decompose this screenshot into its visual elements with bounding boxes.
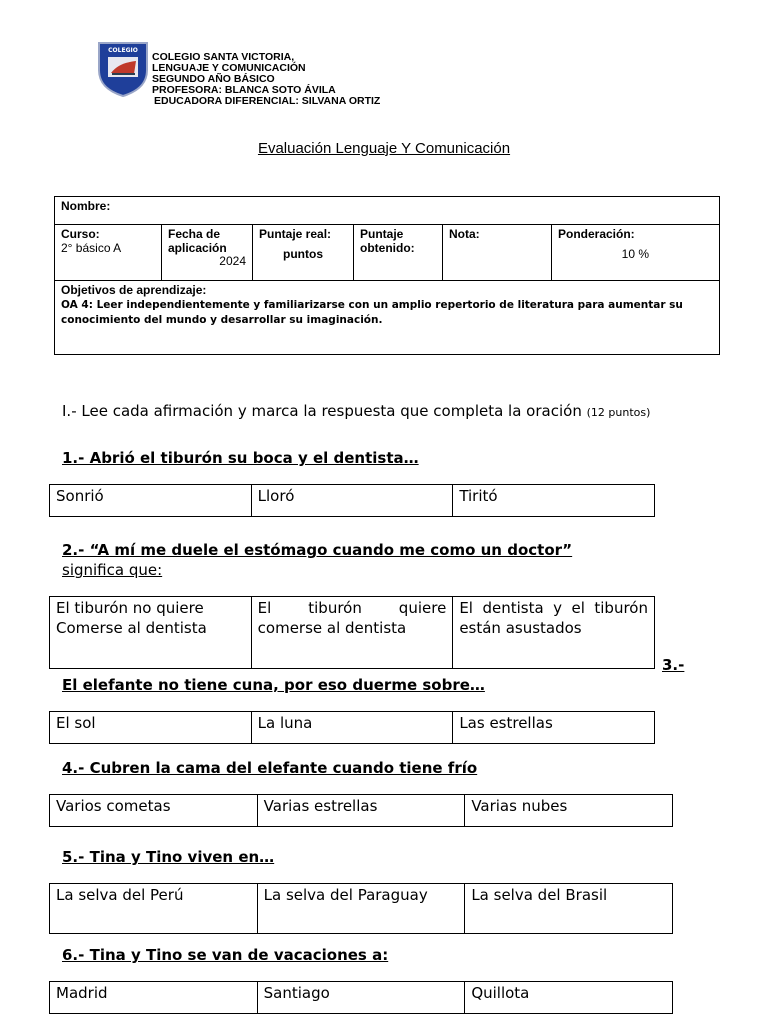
option-3a[interactable]: El sol: [50, 712, 252, 744]
question-2: [62, 540, 712, 580]
question-1-options: [49, 484, 655, 517]
question-4-options: [49, 794, 673, 827]
question-2-subprompt: significa que:: [62, 561, 163, 579]
puntaje-real-value: puntos: [283, 247, 323, 261]
curso-cell: [55, 225, 162, 281]
instruction: [62, 402, 714, 422]
option-5a[interactable]: La selva del Perú: [50, 884, 258, 934]
ponderacion-cell: [552, 225, 720, 281]
question-2-prompt: [62, 540, 712, 560]
puntaje-obtenido-cell[interactable]: [354, 225, 443, 281]
header-line-educator: EDUCADORA DIFERENCIAL: SILVANA ORTIZ: [154, 95, 381, 107]
header-line-grade: SEGUNDO AÑO BÁSICO: [152, 73, 275, 85]
curso-value: 2° básico A: [61, 241, 122, 255]
option-6c[interactable]: Quillota: [465, 982, 673, 1014]
nota-label: Nota:: [449, 227, 480, 241]
question-4: [62, 759, 477, 777]
nombre-cell[interactable]: [55, 197, 720, 225]
question-3: [62, 676, 485, 694]
instruction-points: (12 puntos): [586, 406, 651, 419]
fecha-label: Fecha de aplicación: [168, 227, 227, 255]
puntaje-real-cell: [253, 225, 354, 281]
option-2a[interactable]: El tiburón no quiere Comerse al dentista: [50, 597, 252, 669]
objetivos-text: OA 4: Leer independientemente y familiarizarse con un amplio repertorio de literatura para aumentar su conocimiento del mundo y desarrollar su imaginación.: [61, 299, 683, 326]
ponderacion-value: 10 %: [621, 247, 649, 261]
header-line-teacher: PROFESORA: BLANCA SOTO ÁVILA: [152, 84, 336, 96]
option-6b[interactable]: Santiago: [257, 982, 465, 1014]
question-4-prompt: 4.- Cubren la cama del elefante cuando tiene frío: [62, 759, 478, 777]
curso-label: Curso:: [61, 227, 100, 241]
option-2b[interactable]: El tiburón quiere comerse al dentista: [251, 597, 453, 669]
option-1a[interactable]: Sonrió: [50, 485, 252, 517]
option-4a[interactable]: Varios cometas: [50, 795, 258, 827]
option-5b[interactable]: La selva del Paraguay: [257, 884, 465, 934]
option-3b[interactable]: La luna: [251, 712, 453, 744]
question-2-options: [49, 596, 655, 669]
instruction-text: I.- Lee cada afirmación y marca la respuesta que completa la oración: [62, 402, 582, 420]
fecha-value: 2024: [219, 254, 246, 268]
puntaje-real-label: Puntaje real:: [259, 227, 332, 241]
question-5: [62, 848, 274, 866]
nombre-label: Nombre:: [61, 199, 111, 213]
option-2c[interactable]: El dentista y el tiburón están asustados: [453, 597, 655, 669]
option-3c[interactable]: Las estrellas: [453, 712, 655, 744]
header-line-subject: LENGUAJE Y COMUNICACIÓN: [152, 62, 306, 74]
option-6a[interactable]: Madrid: [50, 982, 258, 1014]
question-2-prompt-text: 2.- “A mí me duele el estómago cuando me como un doctor”: [62, 541, 573, 559]
question-1: [62, 449, 419, 467]
objetivos-cell: [55, 281, 720, 355]
nota-cell[interactable]: [443, 225, 552, 281]
school-header: [152, 52, 380, 107]
header-line-school: COLEGIO SANTA VICTORIA,: [152, 51, 295, 63]
school-crest-logo: [96, 40, 150, 98]
option-1c[interactable]: Tiritó: [453, 485, 655, 517]
option-1b[interactable]: Lloró: [251, 485, 453, 517]
objetivos-label: Objetivos de aprendizaje:: [61, 283, 207, 297]
fecha-cell: [162, 225, 253, 281]
question-6: [62, 946, 388, 964]
question-5-prompt: 5.- Tina y Tino viven en…: [62, 848, 275, 866]
ponderacion-label: Ponderación:: [558, 227, 635, 241]
question-1-prompt: 1.- Abrió el tiburón su boca y el dentista…: [62, 449, 419, 467]
logo-text: COLEGIO: [108, 47, 138, 54]
question-3-prompt: El elefante no tiene cuna, por eso duerme sobre…: [62, 676, 485, 694]
question-6-options: [49, 981, 673, 1014]
page-title: Evaluación Lenguaje Y Comunicación: [257, 140, 511, 157]
puntaje-obtenido-label: Puntaje obtenido:: [360, 227, 415, 255]
option-5c[interactable]: La selva del Brasil: [465, 884, 673, 934]
option-4b[interactable]: Varias estrellas: [257, 795, 465, 827]
option-4c[interactable]: Varias nubes: [465, 795, 673, 827]
student-info-table: [54, 196, 720, 355]
question-5-options: [49, 883, 673, 934]
question-6-prompt: 6.- Tina y Tino se van de vacaciones a:: [62, 946, 389, 964]
question-3-number: 3.-: [662, 656, 685, 674]
question-3-options: [49, 711, 655, 744]
